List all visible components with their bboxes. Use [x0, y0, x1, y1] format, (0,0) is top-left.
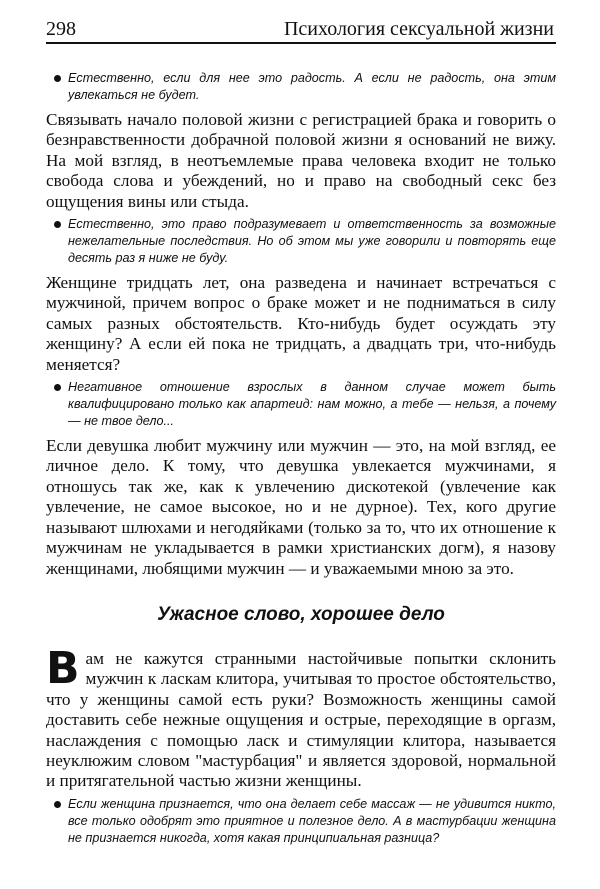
paragraph-4: [46, 642, 556, 792]
note-4: [46, 796, 556, 847]
paragraph-4-text: ам не кажутся странными настойчивые попытки склонить мужчин к ласкам клитора, учитывая то простое обстоятельство, что у женщины самой есть руки? Возможность женщины самой доставить себе нежные ощущения и острые, переходящие в оргазм, наслаждения с помощью ласк и стимуляции клитора, называется неуклюжим словом "мастурбация" и является здоровой, нормальной и притягательной частью жизни женщины.: [46, 648, 556, 791]
paragraph-3: Если девушка любит мужчину или мужчин — это, на мой взгляд, ее личное дело. К тому, что девушка увлекается мужчинами, я отношусь так же, как к увлечению дискотекой (увлечение как увлечение, не самое высокое, но и не дурное). Тех, кого другие называют шлюхами и негодяйками (только за то, что их отношение к мужчинам не укладывается в рамки христианских догм), я назову женщинами, любящими мужчин — и уважаемыми мною за это.: [46, 436, 556, 578]
bullet-icon: [46, 216, 62, 233]
bullet-icon: [46, 379, 62, 396]
paragraph-2: Женщине тридцать лет, она разведена и начинает встречаться с мужчиной, причем вопрос о браке может и не подниматься в силу самых разных обстоятельств. Кто-нибудь будет осуждать эту женщину? А если ей пока не тридцать, а двадцать три, что-нибудь меняется?: [46, 273, 556, 374]
page-content: [46, 66, 556, 853]
note-2-text: Естественно, это право подразумевает и ответственность за возможные нежелательные последствия. Но об этом мы уже говорили и повторять еще десять раз я ниже не буду.: [68, 217, 556, 266]
bullet-icon: [46, 70, 62, 87]
section-heading: Ужасное слово, хорошее дело: [157, 603, 445, 625]
note-4-text: Если женщина признается, что она делает себе массаж — не удивится никто, все только одобрят это приятное и полезное дело. А в мастурбации женщина не признается никогда, хотя какая принципиальная разница?: [68, 796, 556, 845]
paragraph-1: Связывать начало половой жизни с регистрацией брака и говорить о безнравственности добрачной половой жизни я оснований не вижу. На мой взгляд, в неотъемлемые права человека входит не только свобода слова и убеждений, но и право на свободный секс без ощущения вины или стыда.: [46, 110, 556, 211]
bullet-icon: [46, 796, 62, 813]
note-3-text: Негативное отношение взрослых в данном случае может быть квалифицировано только как апартеид: нам можно, а тебе — нельзя, а почему — не твое дело...: [68, 380, 556, 429]
drop-cap: В: [46, 642, 80, 694]
note-1-text: Естественно, если для нее это радость. А если не радость, она этим увлекаться не будет.: [68, 71, 556, 102]
note-2: [46, 216, 556, 267]
note-3: [46, 379, 556, 430]
running-head: [46, 16, 556, 44]
page-number: 298: [46, 18, 76, 40]
note-1: [46, 70, 556, 104]
running-title: Психология сексуальной жизни: [283, 18, 554, 40]
